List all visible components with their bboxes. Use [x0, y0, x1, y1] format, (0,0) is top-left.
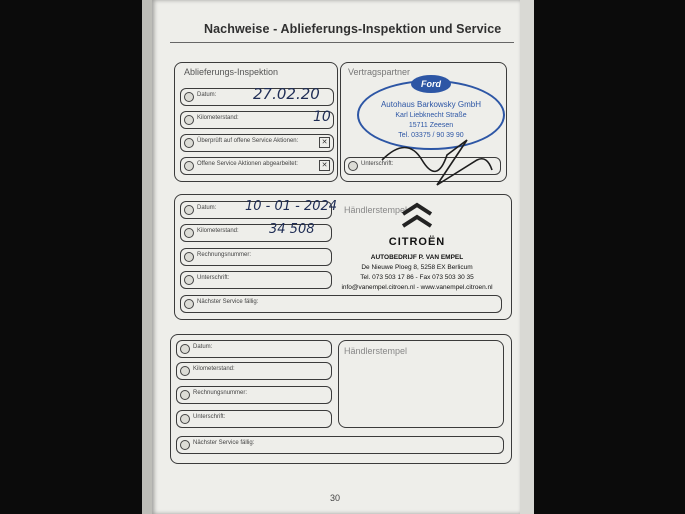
field-service-actions-done[interactable]: Offene Service Aktionen abgearbeitet: ✕ — [180, 157, 334, 175]
radio-marker — [184, 92, 194, 102]
radio-marker — [184, 205, 194, 215]
booklet-spine — [142, 0, 152, 514]
field-datum[interactable]: Datum: 27.02.20 — [180, 88, 334, 106]
radio-marker — [184, 138, 194, 148]
radio-marker — [184, 161, 194, 171]
checkbox-checked[interactable]: ✕ — [319, 160, 330, 171]
radio-marker — [180, 366, 190, 376]
radio-marker — [348, 161, 358, 171]
radio-marker — [184, 275, 194, 285]
field-datum[interactable]: Datum: — [176, 340, 332, 358]
title-divider — [170, 42, 514, 43]
citroen-chevrons-logo — [400, 200, 434, 232]
radio-marker — [180, 344, 190, 354]
field-rechnungsnummer[interactable]: Rechnungsnummer: — [180, 248, 332, 266]
citroen-brand: CITROËN — [388, 236, 446, 248]
service-booklet-page: Nachweise - Ablieferungs-Inspektion und Service Ablieferungs-Inspektion Datum: 27.02.20 Kilometerstand: 10 Überprüft auf offene Service Aktionen: ✕ Offene Service Aktionen abgearbeitet: ✕ Vertragspartner Unterschrift: Ford Autohaus Barkowsky GmbH Karl Liebknecht Straße 15711 Zeesen Tel. 03375 / 90 39 90 Händlerstempel Datum: 10 - 01 - 2024 Kilometerstand: 34 508 Rechnungsnummer: Unterschrift: Nächster Service fällig: CITROËN AUTOBEDRIJF P. VAN EMPEL De Nieuwe Ploeg 8, 5258 EX Berlicum Tel. 073 503 17 86 - Fax 073 503 30 35 info@vanempel.citroen.nl - www.vanempel.citroen.nl Händlerstempel Datum: Kilometerstand: Rechnungsnummer: Unterschrift: Nächster Service fällig: 30 — [152, 0, 520, 514]
radio-marker — [184, 299, 194, 309]
radio-marker — [180, 440, 190, 450]
radio-marker — [180, 414, 190, 424]
radio-marker — [184, 252, 194, 262]
page-number: 30 — [330, 493, 341, 503]
dealer-stamp-area — [338, 340, 504, 428]
field-naechster-service[interactable]: Nächster Service fällig: — [180, 295, 502, 313]
field-service-actions-checked[interactable]: Überprüft auf offene Service Aktionen: ✕ — [180, 134, 334, 152]
radio-marker — [184, 228, 194, 238]
dealer-stamp-title-2: Händlerstempel — [344, 346, 408, 356]
partner-stamp-title: Vertragspartner — [348, 67, 411, 77]
checkbox-checked[interactable]: ✕ — [319, 137, 330, 148]
field-unterschrift[interactable]: Unterschrift: — [180, 271, 332, 289]
dealer-stamp-title-1: Händlerstempel — [344, 205, 408, 215]
field-kilometerstand[interactable]: Kilometerstand: — [176, 362, 332, 380]
handwritten-date: 10 - 01 - 2024 — [245, 199, 338, 214]
field-unterschrift[interactable]: Unterschrift: — [176, 410, 332, 428]
handwritten-mileage: 10 — [313, 109, 331, 125]
handwritten-date: 27.02.20 — [253, 85, 320, 103]
ford-logo: Ford — [411, 75, 451, 93]
field-kilometerstand[interactable]: Kilometerstand: 34 508 — [180, 224, 332, 242]
page-title: Nachweise - Ablieferungs-Inspektion und Service — [204, 22, 502, 36]
field-naechster-service[interactable]: Nächster Service fällig: — [176, 436, 504, 454]
next-page-edge — [520, 0, 534, 514]
field-kilometerstand[interactable]: Kilometerstand: 10 — [180, 111, 334, 129]
field-unterschrift[interactable]: Unterschrift: — [344, 157, 501, 175]
signature-scribble — [377, 130, 497, 190]
radio-marker — [180, 390, 190, 400]
field-datum[interactable]: Datum: 10 - 01 - 2024 — [180, 201, 332, 219]
handwritten-mileage: 34 508 — [269, 222, 315, 237]
radio-marker — [184, 115, 194, 125]
ford-dealer-stamp: Ford Autohaus Barkowsky GmbH Karl Liebknecht Straße 15711 Zeesen Tel. 03375 / 90 39 90 — [357, 80, 505, 150]
delivery-inspection-title: Ablieferungs-Inspektion — [184, 67, 279, 77]
field-rechnungsnummer[interactable]: Rechnungsnummer: — [176, 386, 332, 404]
